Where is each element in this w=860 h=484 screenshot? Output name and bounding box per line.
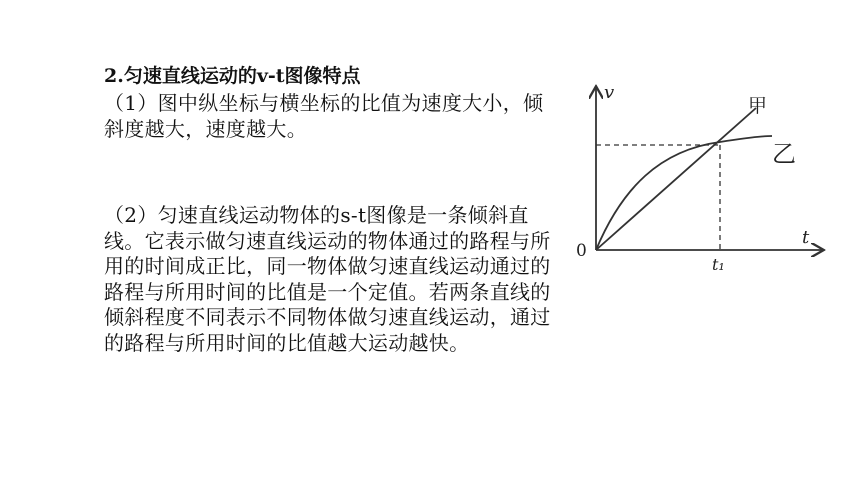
line-jia [596,108,756,250]
paragraph-2: （2）匀速直线运动物体的s-t图像是一条倾斜直线。它表示做匀速直线运动的物体通过的路程与所用的时间成正比，同一物体做匀速直线运动通过的路程与所用时间的比值是一个定值。若两条直线的倾斜程度不同表示不同物体做匀速直线运动，通过的路程与所用时间的比值越大运动越快。 [104,203,551,355]
t1-label: t₁ [712,255,725,274]
vt-graph-figure [560,78,830,278]
text-block [104,64,562,142]
y-axis-label: v [604,82,615,103]
line-jia-label: 甲 [748,95,768,117]
x-axis-label: t [802,227,810,248]
paragraph-1: （1）图中纵坐标与横坐标的比值为速度大小，倾斜度越大，速度越大。 [104,91,544,141]
section-heading: 2.匀速直线运动的v-t图像特点 [104,65,361,87]
vt-graph [560,78,830,278]
origin-label: 0 [576,241,587,261]
curve-yi [596,136,772,250]
curve-yi-label: 乙 [772,140,796,168]
